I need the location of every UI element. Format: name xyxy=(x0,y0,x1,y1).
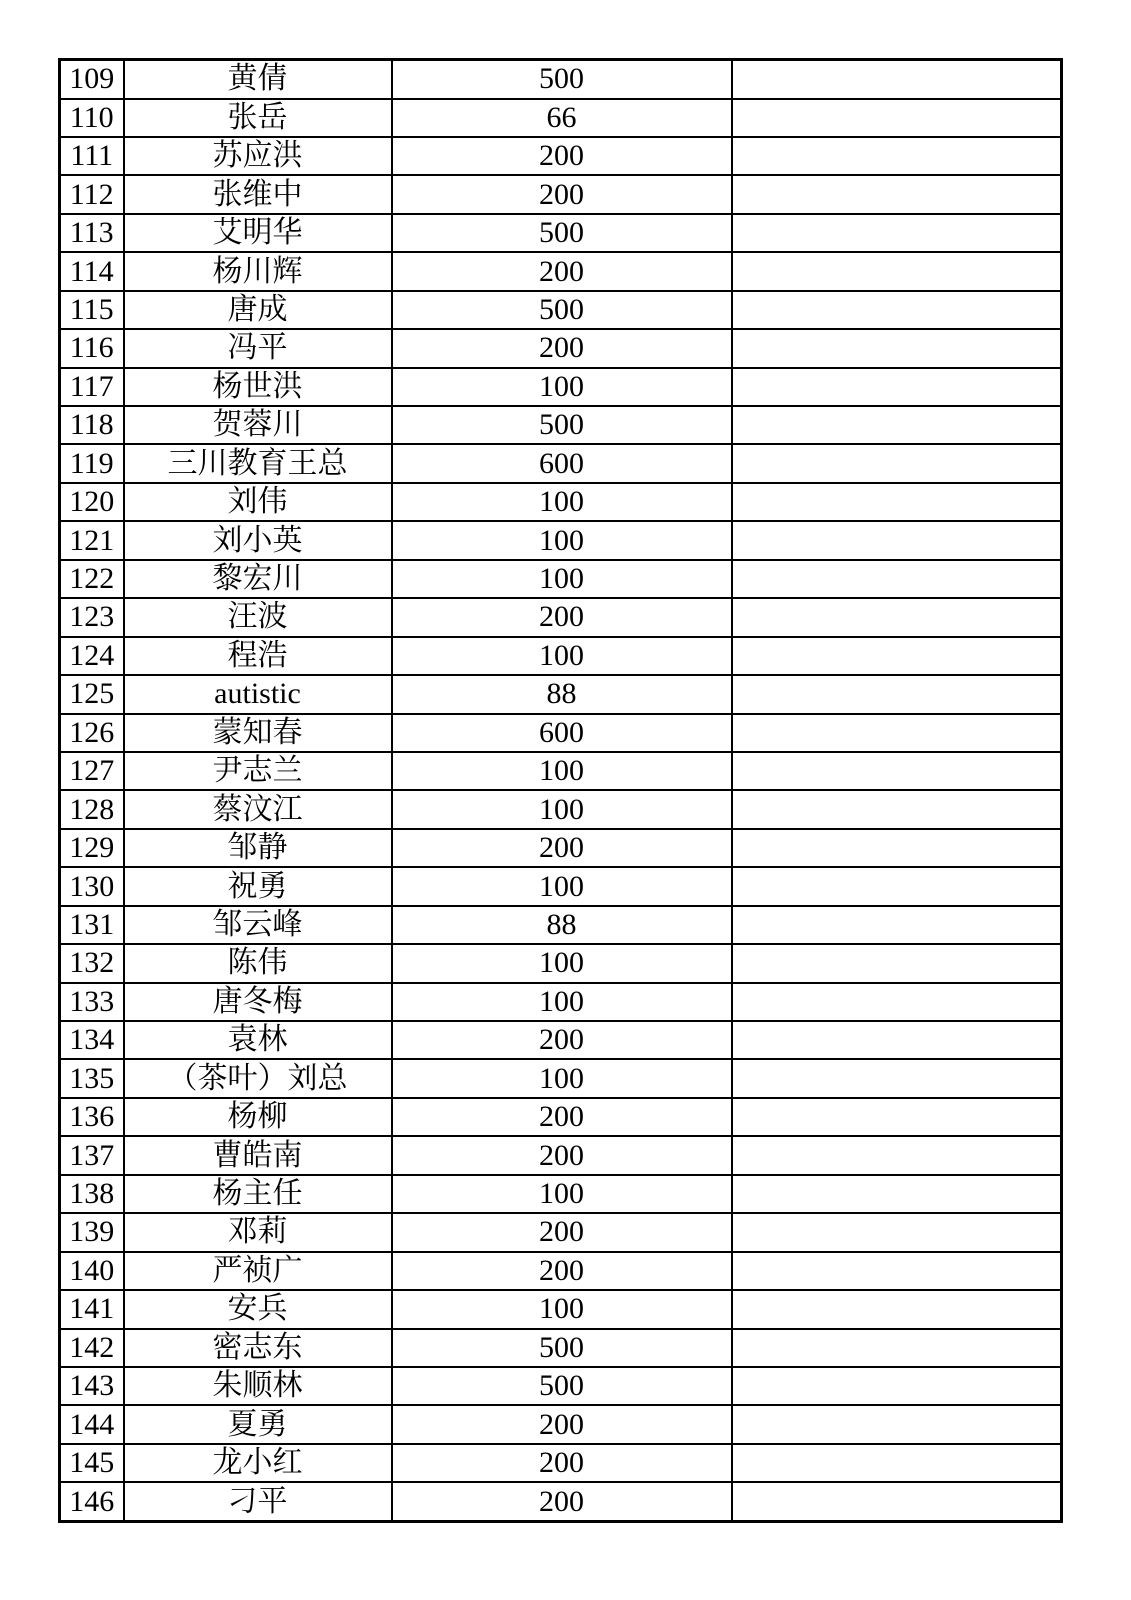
note-cell xyxy=(732,790,1062,828)
amount-cell: 600 xyxy=(392,714,732,752)
amount-cell: 200 xyxy=(392,175,732,213)
amount-cell: 100 xyxy=(392,368,732,406)
amount-cell: 200 xyxy=(392,1444,732,1482)
note-cell xyxy=(732,252,1062,290)
amount-cell: 600 xyxy=(392,444,732,482)
note-cell xyxy=(732,329,1062,367)
amount-cell: 88 xyxy=(392,906,732,944)
row-number-cell: 135 xyxy=(60,1059,124,1097)
table-row xyxy=(60,214,1062,252)
amount-cell: 100 xyxy=(392,1290,732,1328)
row-number-cell: 116 xyxy=(60,329,124,367)
person-name-cell: 杨柳 xyxy=(124,1098,392,1136)
person-name-cell: 贺蓉川 xyxy=(124,406,392,444)
amount-cell: 100 xyxy=(392,521,732,559)
note-cell xyxy=(732,99,1062,137)
person-name-cell: 邓莉 xyxy=(124,1213,392,1251)
person-name-cell: 杨世洪 xyxy=(124,368,392,406)
row-number-cell: 128 xyxy=(60,790,124,828)
note-cell xyxy=(732,60,1062,99)
amount-cell: 100 xyxy=(392,867,732,905)
amount-cell: 500 xyxy=(392,291,732,329)
person-name-cell: 黄倩 xyxy=(124,60,392,99)
note-cell xyxy=(732,1367,1062,1405)
person-name-cell: 龙小红 xyxy=(124,1444,392,1482)
note-cell xyxy=(732,944,1062,982)
table-row xyxy=(60,329,1062,367)
note-cell xyxy=(732,368,1062,406)
amount-cell: 88 xyxy=(392,675,732,713)
row-number-cell: 141 xyxy=(60,1290,124,1328)
table-row xyxy=(60,560,1062,598)
amount-cell: 200 xyxy=(392,1252,732,1290)
amount-cell: 100 xyxy=(392,1059,732,1097)
table-row xyxy=(60,829,1062,867)
row-number-cell: 110 xyxy=(60,99,124,137)
note-cell xyxy=(732,444,1062,482)
table-row xyxy=(60,1290,1062,1328)
amount-cell: 200 xyxy=(392,1405,732,1443)
table-row xyxy=(60,867,1062,905)
note-cell xyxy=(732,675,1062,713)
table-row xyxy=(60,1213,1062,1251)
amount-cell: 200 xyxy=(392,1098,732,1136)
table-row xyxy=(60,906,1062,944)
amount-cell: 100 xyxy=(392,944,732,982)
note-cell xyxy=(732,291,1062,329)
note-cell xyxy=(732,829,1062,867)
note-cell xyxy=(732,906,1062,944)
note-cell xyxy=(732,598,1062,636)
row-number-cell: 129 xyxy=(60,829,124,867)
amount-cell: 100 xyxy=(392,752,732,790)
row-number-cell: 140 xyxy=(60,1252,124,1290)
person-name-cell: 唐冬梅 xyxy=(124,983,392,1021)
amount-cell: 200 xyxy=(392,1021,732,1059)
person-name-cell: 张维中 xyxy=(124,175,392,213)
row-number-cell: 146 xyxy=(60,1482,124,1521)
note-cell xyxy=(732,1405,1062,1443)
table-row xyxy=(60,252,1062,290)
table-row xyxy=(60,598,1062,636)
table-row xyxy=(60,483,1062,521)
row-number-cell: 142 xyxy=(60,1329,124,1367)
amount-cell: 500 xyxy=(392,1329,732,1367)
table-row xyxy=(60,637,1062,675)
table-row xyxy=(60,1444,1062,1482)
person-name-cell: 夏勇 xyxy=(124,1405,392,1443)
table-row xyxy=(60,368,1062,406)
table-row xyxy=(60,1252,1062,1290)
person-name-cell: 冯平 xyxy=(124,329,392,367)
person-name-cell: 安兵 xyxy=(124,1290,392,1328)
table-row xyxy=(60,1367,1062,1405)
table-row xyxy=(60,291,1062,329)
person-name-cell: 唐成 xyxy=(124,291,392,329)
row-number-cell: 137 xyxy=(60,1136,124,1174)
amount-cell: 100 xyxy=(392,560,732,598)
table-row xyxy=(60,137,1062,175)
row-number-cell: 144 xyxy=(60,1405,124,1443)
row-number-cell: 130 xyxy=(60,867,124,905)
row-number-cell: 132 xyxy=(60,944,124,982)
table-row xyxy=(60,714,1062,752)
table-row xyxy=(60,1175,1062,1213)
amount-cell: 100 xyxy=(392,1175,732,1213)
person-name-cell: 三川教育王总 xyxy=(124,444,392,482)
amount-cell: 100 xyxy=(392,483,732,521)
table-row xyxy=(60,99,1062,137)
amount-cell: 200 xyxy=(392,829,732,867)
table-row xyxy=(60,983,1062,1021)
donation-table-body xyxy=(60,60,1062,1522)
amount-cell: 500 xyxy=(392,214,732,252)
note-cell xyxy=(732,1059,1062,1097)
note-cell xyxy=(732,521,1062,559)
note-cell xyxy=(732,1136,1062,1174)
row-number-cell: 139 xyxy=(60,1213,124,1251)
note-cell xyxy=(732,175,1062,213)
amount-cell: 66 xyxy=(392,99,732,137)
row-number-cell: 120 xyxy=(60,483,124,521)
note-cell xyxy=(732,714,1062,752)
row-number-cell: 117 xyxy=(60,368,124,406)
note-cell xyxy=(732,214,1062,252)
person-name-cell: 蒙知春 xyxy=(124,714,392,752)
table-row xyxy=(60,1098,1062,1136)
person-name-cell: 黎宏川 xyxy=(124,560,392,598)
person-name-cell: 邹云峰 xyxy=(124,906,392,944)
amount-cell: 200 xyxy=(392,252,732,290)
table-row xyxy=(60,1059,1062,1097)
table-row xyxy=(60,1021,1062,1059)
amount-cell: 500 xyxy=(392,406,732,444)
table-row xyxy=(60,444,1062,482)
row-number-cell: 123 xyxy=(60,598,124,636)
table-row xyxy=(60,175,1062,213)
person-name-cell: 苏应洪 xyxy=(124,137,392,175)
note-cell xyxy=(732,483,1062,521)
row-number-cell: 124 xyxy=(60,637,124,675)
row-number-cell: 145 xyxy=(60,1444,124,1482)
table-row xyxy=(60,1482,1062,1521)
row-number-cell: 138 xyxy=(60,1175,124,1213)
note-cell xyxy=(732,1329,1062,1367)
row-number-cell: 122 xyxy=(60,560,124,598)
row-number-cell: 131 xyxy=(60,906,124,944)
row-number-cell: 119 xyxy=(60,444,124,482)
amount-cell: 200 xyxy=(392,1482,732,1521)
person-name-cell: 袁林 xyxy=(124,1021,392,1059)
row-number-cell: 143 xyxy=(60,1367,124,1405)
row-number-cell: 118 xyxy=(60,406,124,444)
amount-cell: 200 xyxy=(392,1136,732,1174)
row-number-cell: 113 xyxy=(60,214,124,252)
amount-cell: 200 xyxy=(392,1213,732,1251)
note-cell xyxy=(732,637,1062,675)
person-name-cell: 严祯广 xyxy=(124,1252,392,1290)
row-number-cell: 134 xyxy=(60,1021,124,1059)
note-cell xyxy=(732,1175,1062,1213)
table-row xyxy=(60,406,1062,444)
amount-cell: 200 xyxy=(392,598,732,636)
table-row xyxy=(60,1405,1062,1443)
person-name-cell: 程浩 xyxy=(124,637,392,675)
note-cell xyxy=(732,1021,1062,1059)
note-cell xyxy=(732,1252,1062,1290)
person-name-cell: 汪波 xyxy=(124,598,392,636)
table-row xyxy=(60,675,1062,713)
amount-cell: 100 xyxy=(392,790,732,828)
person-name-cell: 尹志兰 xyxy=(124,752,392,790)
person-name-cell: 艾明华 xyxy=(124,214,392,252)
note-cell xyxy=(732,1444,1062,1482)
person-name-cell: 张岳 xyxy=(124,99,392,137)
note-cell xyxy=(732,1213,1062,1251)
table-row xyxy=(60,521,1062,559)
note-cell xyxy=(732,137,1062,175)
table-row xyxy=(60,790,1062,828)
note-cell xyxy=(732,1098,1062,1136)
row-number-cell: 109 xyxy=(60,60,124,99)
person-name-cell: 蔡汶江 xyxy=(124,790,392,828)
person-name-cell: 邹静 xyxy=(124,829,392,867)
table-row xyxy=(60,60,1062,99)
amount-cell: 200 xyxy=(392,137,732,175)
table-row xyxy=(60,752,1062,790)
row-number-cell: 133 xyxy=(60,983,124,1021)
donation-table xyxy=(58,58,1063,1523)
row-number-cell: 115 xyxy=(60,291,124,329)
person-name-cell: 杨主任 xyxy=(124,1175,392,1213)
amount-cell: 500 xyxy=(392,60,732,99)
person-name-cell: 朱顺林 xyxy=(124,1367,392,1405)
person-name-cell: 刁平 xyxy=(124,1482,392,1521)
row-number-cell: 127 xyxy=(60,752,124,790)
note-cell xyxy=(732,406,1062,444)
amount-cell: 200 xyxy=(392,329,732,367)
amount-cell: 100 xyxy=(392,637,732,675)
table-row xyxy=(60,1136,1062,1174)
note-cell xyxy=(732,867,1062,905)
amount-cell: 100 xyxy=(392,983,732,1021)
row-number-cell: 111 xyxy=(60,137,124,175)
row-number-cell: 136 xyxy=(60,1098,124,1136)
row-number-cell: 112 xyxy=(60,175,124,213)
person-name-cell: 陈伟 xyxy=(124,944,392,982)
note-cell xyxy=(732,752,1062,790)
person-name-cell: autistic xyxy=(124,675,392,713)
row-number-cell: 121 xyxy=(60,521,124,559)
row-number-cell: 126 xyxy=(60,714,124,752)
note-cell xyxy=(732,983,1062,1021)
person-name-cell: 刘小英 xyxy=(124,521,392,559)
person-name-cell: 密志东 xyxy=(124,1329,392,1367)
person-name-cell: 刘伟 xyxy=(124,483,392,521)
amount-cell: 500 xyxy=(392,1367,732,1405)
row-number-cell: 125 xyxy=(60,675,124,713)
note-cell xyxy=(732,560,1062,598)
note-cell xyxy=(732,1482,1062,1521)
person-name-cell: 祝勇 xyxy=(124,867,392,905)
note-cell xyxy=(732,1290,1062,1328)
table-row xyxy=(60,1329,1062,1367)
person-name-cell: 曹皓南 xyxy=(124,1136,392,1174)
person-name-cell: 杨川辉 xyxy=(124,252,392,290)
table-row xyxy=(60,944,1062,982)
person-name-cell: （茶叶）刘总 xyxy=(124,1059,392,1097)
row-number-cell: 114 xyxy=(60,252,124,290)
